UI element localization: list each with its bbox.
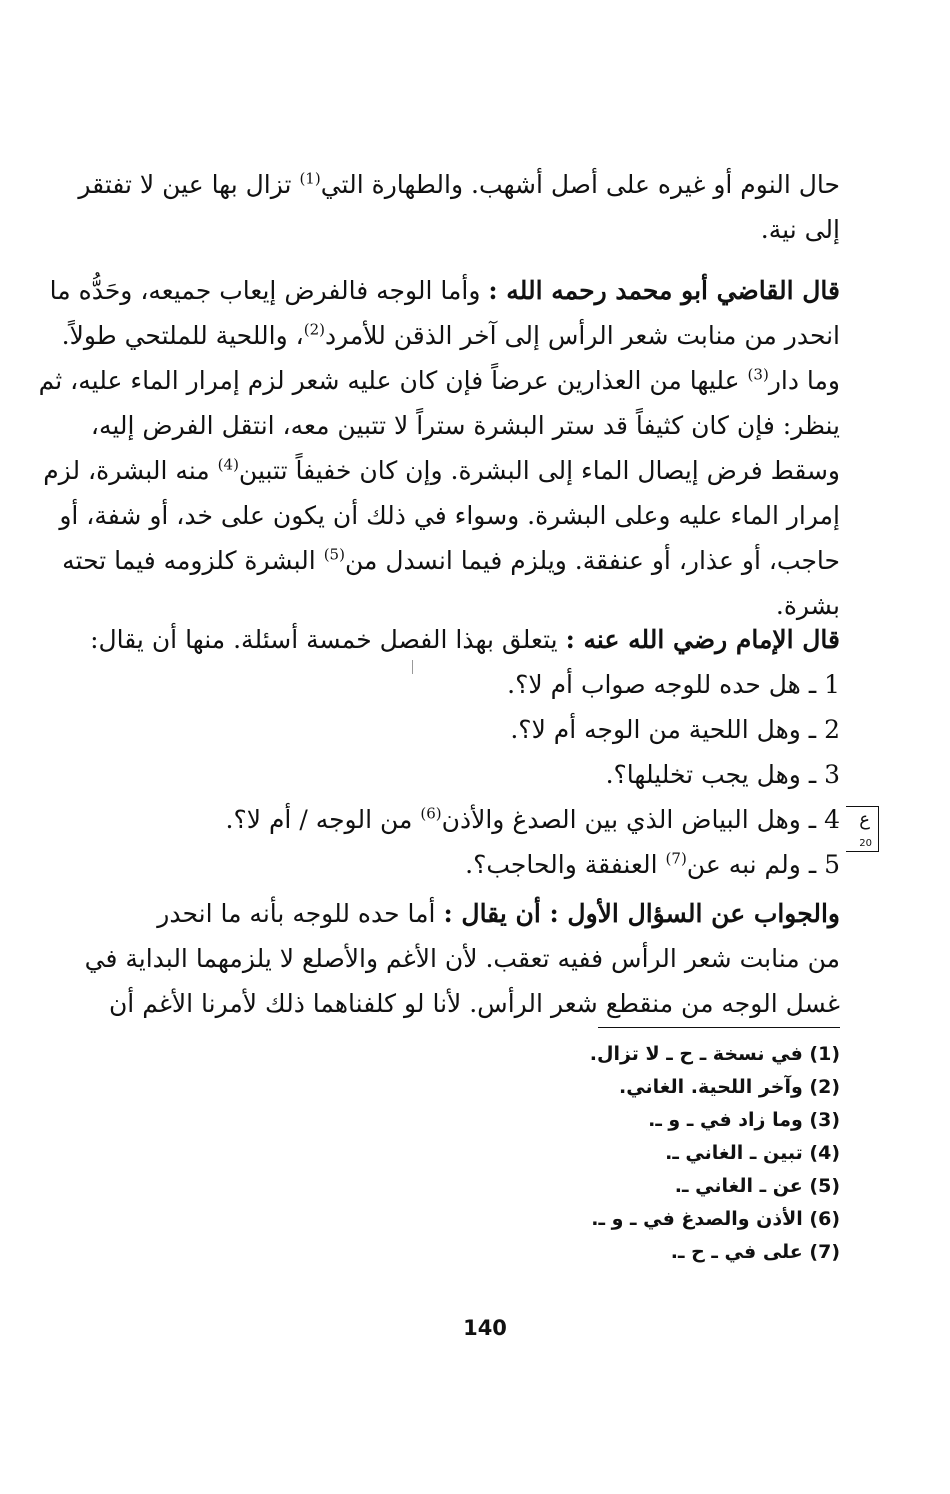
speaker-label: والجواب عن السؤال الأول : أن يقال :	[443, 899, 840, 928]
footnote-ref: (2)	[303, 320, 325, 339]
speaker-label: قال القاضي أبو محمد رحمه الله :	[488, 276, 840, 305]
text-line	[49, 268, 840, 313]
footnotes	[404, 1038, 840, 1269]
text-line: إلى نية.	[760, 215, 840, 244]
footnote: (5) عن ـ الغاني ـ.	[674, 1175, 840, 1197]
text-line	[43, 448, 840, 493]
footnote: (1) في نسخة ـ ح ـ لا تزال.	[589, 1043, 840, 1065]
text-line	[38, 358, 840, 403]
text-line: ينظر: فإن كان كثيفاً قد ستر البشرة ستراً لا تتبين معه، انتقل الفرض إليه،	[90, 411, 840, 440]
paragraph-2	[38, 268, 840, 628]
text-segment: 5 ـ ولم نبه عن	[686, 850, 840, 879]
paragraph-3	[90, 617, 840, 887]
folio-letter: ع	[859, 809, 870, 830]
text-segment: وأما الوجه فالفرض إيعاب جميعه، وحَدُّه ما	[49, 276, 489, 305]
text-line: غسل الوجه من منقطع شعر الرأس. لأنا لو كلفناهما ذلك لأمرنا الأغم أن	[108, 989, 840, 1018]
footnote-divider	[598, 1027, 840, 1028]
text-segment: منه البشرة، لزم	[43, 456, 218, 485]
footnote-ref: (5)	[323, 545, 345, 564]
text-line: بشرة.	[775, 591, 840, 620]
footnote: (4) تبين ـ الغاني ـ.	[665, 1142, 840, 1164]
text-segment: عليها من العذارين عرضاً فإن كان عليه شعر لزم إمرار الماء عليه، ثم	[38, 366, 748, 395]
text-segment: العنفقة والحاجب؟.	[465, 850, 666, 879]
text-segment: يتعلق بهذا الفصل خمسة أسئلة. منها أن يقال:	[90, 625, 566, 654]
footnote-ref: (6)	[420, 804, 442, 823]
text-segment: ، واللحية للملتحي طولاً.	[61, 321, 304, 350]
page-number: 140	[463, 1316, 507, 1340]
text-segment: انحدر من منابت شعر الرأس إلى آخر الذقن للأمرد	[324, 321, 840, 350]
question-item	[104, 842, 840, 887]
question-item: 1 ـ هل حده للوجه صواب أم لا؟.	[507, 670, 840, 699]
footnote-ref: (3)	[747, 365, 769, 384]
text-segment: البشرة كلزومه فيما تحته	[62, 546, 324, 575]
text-line: من منابت شعر الرأس ففيه تعقب. لأن الأغم والأصلع لا يلزمهما البداية في	[84, 944, 840, 973]
text-segment: حاجب، أو عذار، أو عنفقة. ويلزم فيما انسدل من	[344, 546, 840, 575]
paragraph-1	[78, 162, 840, 252]
text-line	[90, 617, 840, 662]
manuscript-folio-mark	[846, 806, 879, 852]
text-segment: أما حده للوجه بأنه ما انحدر	[157, 899, 444, 928]
text-line: إمرار الماء عليه وعلى البشرة. وسواء في ذلك أن يكون على خد، أو شفة، أو	[59, 501, 840, 530]
question-item: 2 ـ وهل اللحية من الوجه أم لا؟.	[510, 715, 840, 744]
text-segment: وسقط فرض إيصال الماء إلى البشرة. وإن كان خفيفاً تتبين	[238, 456, 840, 485]
footnote: (3) وما زاد في ـ و ـ.	[648, 1109, 840, 1131]
folio-number: 20	[859, 838, 872, 849]
text-line	[78, 162, 840, 207]
speaker-label: قال الإمام رضي الله عنه :	[565, 625, 840, 654]
footnote-ref: (4)	[217, 455, 239, 474]
text-line	[104, 891, 840, 936]
footnote: (6) الأذن والصدغ في ـ و ـ.	[591, 1208, 840, 1230]
footnote-ref: (7)	[665, 849, 687, 868]
footnote-ref: (1)	[299, 169, 321, 188]
footnote: (2) وآخر اللحية. الغاني.	[619, 1076, 840, 1098]
text-segment: تزال بها عين لا تفتقر	[78, 170, 300, 199]
text-line	[62, 538, 840, 583]
question-item: 3 ـ وهل يجب تخليلها؟.	[605, 760, 840, 789]
text-line	[61, 313, 840, 358]
text-segment: من الوجه / أم لا؟.	[225, 805, 421, 834]
text-segment: حال النوم أو غيره على أصل أشهب. والطهارة التي	[320, 170, 840, 199]
question-item	[104, 797, 840, 842]
paragraph-4	[84, 891, 840, 1026]
text-segment: وما دار	[768, 366, 840, 395]
footnote: (7) على في ـ ح ـ.	[670, 1241, 840, 1263]
text-segment: 4 ـ وهل البياض الذي بين الصدغ والأذن	[441, 805, 840, 834]
